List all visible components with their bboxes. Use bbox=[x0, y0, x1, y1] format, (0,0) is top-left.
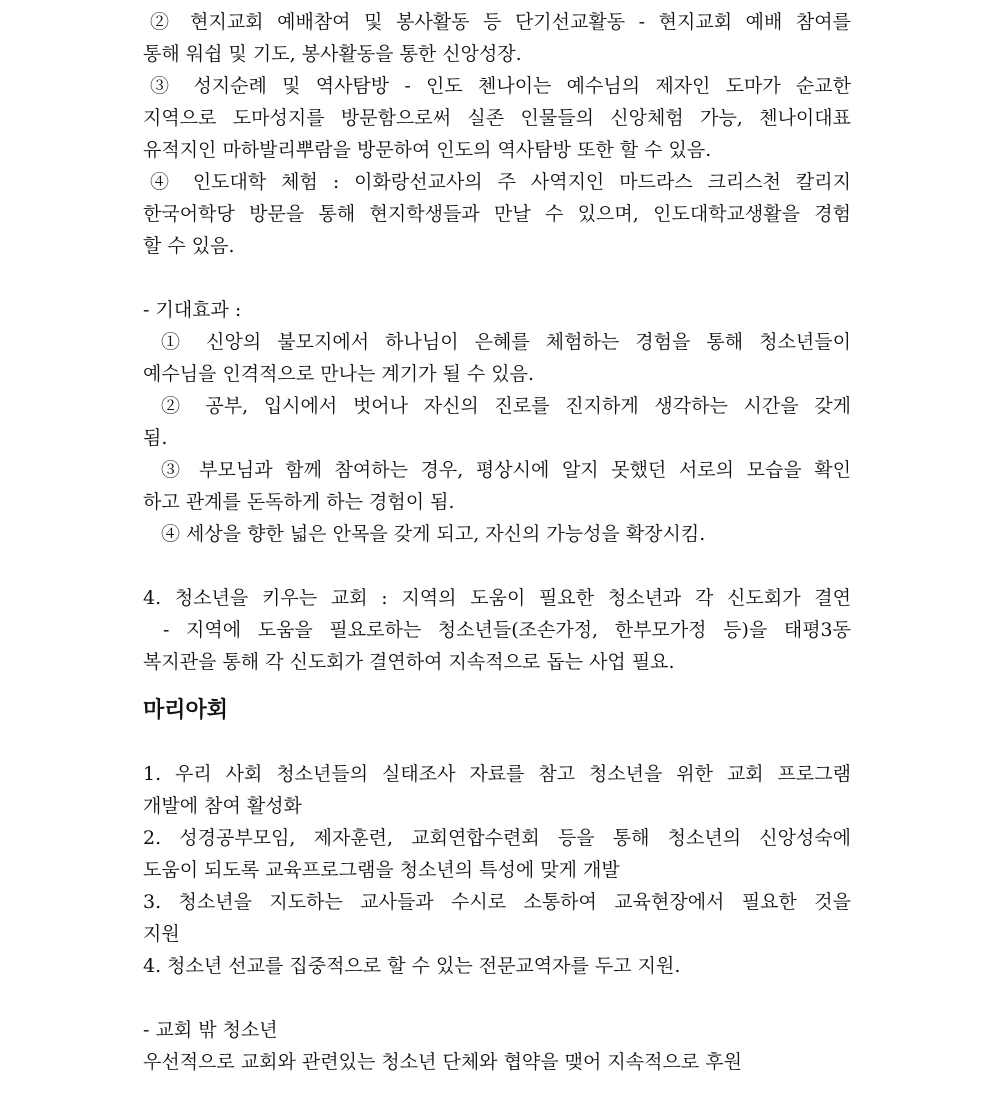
text-line: ③ 성지순례 및 역사탐방 - 인도 첸나이는 예수님의 제자인 도마가 순교한 bbox=[150, 75, 851, 97]
section-heading: 마리아회 bbox=[143, 697, 229, 723]
text-line: 도움이 되도록 교육프로그램을 청소년의 특성에 맞게 개발 bbox=[143, 859, 620, 881]
text-line: ④ 세상을 향한 넓은 안목을 갖게 되고, 자신의 가능성을 확장시킴. bbox=[161, 523, 706, 545]
document-body bbox=[143, 6, 851, 1078]
text-line: 하고 관계를 돈독하게 하는 경험이 됨. bbox=[143, 491, 455, 513]
text-line: 통해 워쉽 및 기도, 봉사활동을 통한 신앙성장. bbox=[143, 43, 522, 65]
text-line: ④ 인도대학 체험 : 이화랑선교사의 주 사역지인 마드라스 크리스천 칼리지 bbox=[150, 171, 851, 193]
text-line: 복지관을 통해 각 신도회가 결연하여 지속적으로 돕는 사업 필요. bbox=[143, 651, 675, 673]
text-line: 지원 bbox=[143, 923, 180, 945]
text-line: 개발에 참여 활성화 bbox=[143, 795, 302, 817]
blank-line bbox=[143, 550, 851, 582]
text-line: ③ 부모님과 함께 참여하는 경우, 평상시에 알지 못했던 서로의 모습을 확인 bbox=[161, 459, 851, 481]
text-line: 지역으로 도마성지를 방문함으로써 실존 인물들의 신앙체험 가능, 첸나이대표 bbox=[143, 107, 851, 129]
text-line: 할 수 있음. bbox=[143, 235, 235, 257]
text-line: 4. 청소년 선교를 집중적으로 할 수 있는 전문교역자를 두고 지원. bbox=[143, 955, 681, 977]
text-line: 2. 성경공부모임, 제자훈련, 교회연합수련회 등을 통해 청소년의 신앙성숙에 bbox=[143, 827, 851, 849]
text-line: 1. 우리 사회 청소년들의 실태조사 자료를 참고 청소년을 위한 교회 프로그램 bbox=[143, 763, 851, 785]
text-line: 예수님을 인격적으로 만나는 계기가 될 수 있음. bbox=[143, 363, 535, 385]
text-line: - 기대효과 : bbox=[143, 299, 242, 321]
text-line: - 교회 밖 청소년 bbox=[143, 1019, 278, 1041]
text-line: 3. 청소년을 지도하는 교사들과 수시로 소통하여 교육현장에서 필요한 것을 bbox=[143, 891, 851, 913]
text-line: - 지역에 도움을 필요로하는 청소년들(조손가정, 한부모가정 등)을 태평3동 bbox=[163, 619, 851, 641]
text-line: 4. 청소년을 키우는 교회 : 지역의 도움이 필요한 청소년과 각 신도회가 결연 bbox=[143, 587, 851, 609]
blank-line bbox=[143, 982, 851, 1014]
text-line: 됨. bbox=[143, 427, 168, 449]
blank-line bbox=[143, 262, 851, 294]
text-line: 유적지인 마하발리뿌람을 방문하여 인도의 역사탐방 또한 할 수 있음. bbox=[143, 139, 712, 161]
text-line: ② 공부, 입시에서 벗어나 자신의 진로를 진지하게 생각하는 시간을 갖게 bbox=[161, 395, 851, 417]
text-line: 우선적으로 교회와 관련있는 청소년 단체와 협약을 맺어 지속적으로 후원 bbox=[143, 1051, 742, 1073]
text-line: 한국어학당 방문을 통해 현지학생들과 만날 수 있으며, 인도대학교생활을 경험 bbox=[143, 203, 851, 225]
text-line: ② 현지교회 예배참여 및 봉사활동 등 단기선교활동 - 현지교회 예배 참여를 bbox=[150, 11, 851, 33]
text-line: ① 신앙의 불모지에서 하나님이 은혜를 체험하는 경험을 통해 청소년들이 bbox=[161, 331, 851, 353]
